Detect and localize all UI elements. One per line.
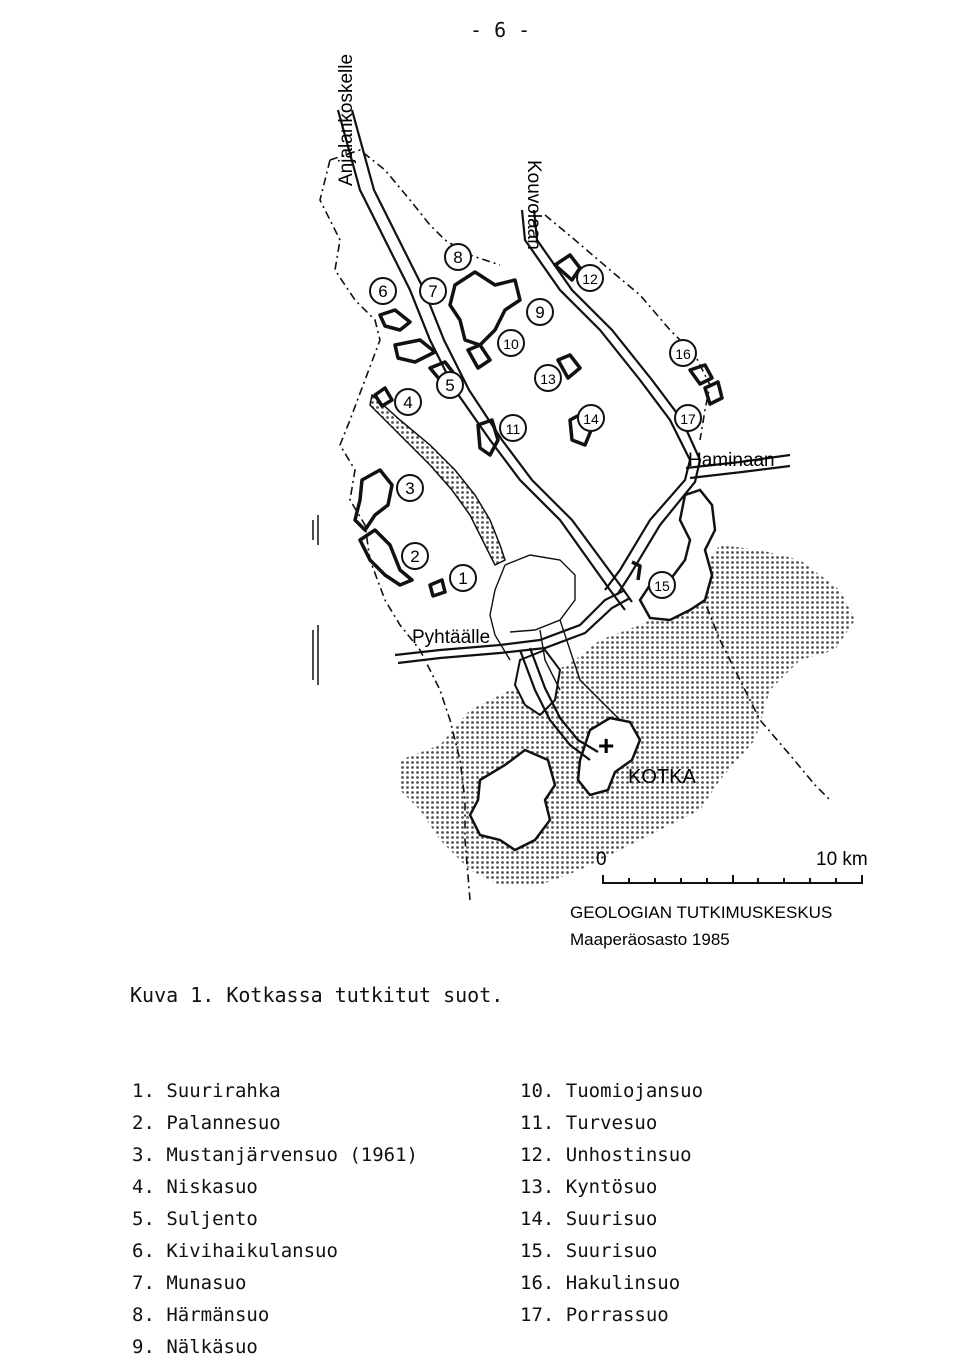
bog-marker-label: 10 [503,336,519,352]
bog-3-shape [355,470,392,530]
legend-item: 13. Kyntösuo [520,1176,658,1198]
bog-marker-label: 3 [405,479,415,498]
legend-item: 4. Niskasuo [132,1176,258,1198]
bog-marker-15 [649,572,675,598]
road-label-kouvola: Kouvolaan [523,160,544,250]
scale-bar [603,875,862,884]
legend-item: 12. Unhostinsuo [520,1144,692,1166]
bog-marker-13 [535,365,561,391]
bog-marker-1 [450,565,476,591]
bog-marker-6 [370,278,396,304]
legend-item: 7. Munasuo [132,1272,247,1294]
bog-marker-label: 12 [582,271,598,287]
page-number: - 6 - [470,18,531,42]
bog-marker-label: 11 [505,421,521,437]
legend-item: 8. Härmänsuo [132,1304,270,1326]
credit-org: GEOLOGIAN TUTKIMUSKESKUS [570,903,833,922]
bog-1-shape [430,580,445,596]
road-label-hamina: Haminaan [688,450,775,471]
bog-marker-10 [498,330,524,356]
legend-item: 1. Suurirahka [132,1080,281,1102]
bog-marker-5 [437,372,463,398]
road-label-anjalankoski: Anjalankoskelle [336,53,357,186]
bog-marker-label: 17 [680,411,696,427]
scale-end: 10 km [816,849,868,870]
legend-left [132,1075,418,1363]
bog-marker-label: 16 [675,346,691,362]
bog-marker-label: 6 [378,282,388,301]
scale-start: 0 [596,849,607,870]
legend-item: 5. Suljento [132,1208,258,1230]
bog-marker-label: 5 [445,376,455,395]
legend-item: 9. Nälkäsuo [132,1336,258,1358]
legend-right [520,1075,703,1331]
bog-marker-label: 9 [535,303,545,322]
east-coast [640,490,715,620]
bog-marker-11 [500,415,526,441]
legend-item: 10. Tuomiojansuo [520,1080,704,1102]
bog-marker-7 [420,278,446,304]
bog-marker-17 [675,405,701,431]
legend-item: 15. Suurisuo [520,1240,658,1262]
bog-marker-4 [395,389,421,415]
margin-marks [313,515,318,685]
bog-marker-label: 7 [428,282,438,301]
bog-6-shape [380,310,410,330]
legend-item: 17. Porrassuo [520,1304,669,1326]
bog-marker-16 [670,340,696,366]
bog-17-shape [705,382,722,404]
bog-7-shape [395,340,435,362]
bog-markers [370,244,701,598]
figure-caption: Kuva 1. Kotkassa tutkitut suot. [130,983,504,1007]
bog-marker-2 [402,543,428,569]
bog-marker-label: 8 [453,248,463,267]
city-label: KOTKA [628,766,696,788]
bog-16-shape [690,365,712,384]
credit-dept: Maaperäosasto 1985 [570,930,730,949]
road-label-pyhtaa: Pyhtäälle [412,627,491,648]
bog-marker-14 [578,405,604,431]
bog-marker-label: 1 [458,569,468,588]
bog-marker-label: 14 [583,411,599,427]
legend-item: 6. Kivihaikulansuo [132,1240,338,1262]
bog-marker-label: 13 [540,371,556,387]
bog-marker-label: 15 [654,578,670,594]
legend-item: 11. Turvesuo [520,1112,658,1134]
legend-item: 16. Hakulinsuo [520,1272,681,1294]
bog-marker-12 [577,265,603,291]
legend-item: 3. Mustanjärvensuo (1961) [132,1144,418,1166]
bog-10-shape [468,345,490,368]
bog-marker-8 [445,244,471,270]
legend-item: 14. Suurisuo [520,1208,658,1230]
bog-marker-3 [397,475,423,501]
bog-marker-9 [527,299,553,325]
bog-marker-label: 2 [410,547,420,566]
city-marker: + [598,730,615,761]
coast-channel [370,395,505,565]
legend-item: 2. Palannesuo [132,1112,281,1134]
bog-marker-label: 4 [403,393,413,412]
